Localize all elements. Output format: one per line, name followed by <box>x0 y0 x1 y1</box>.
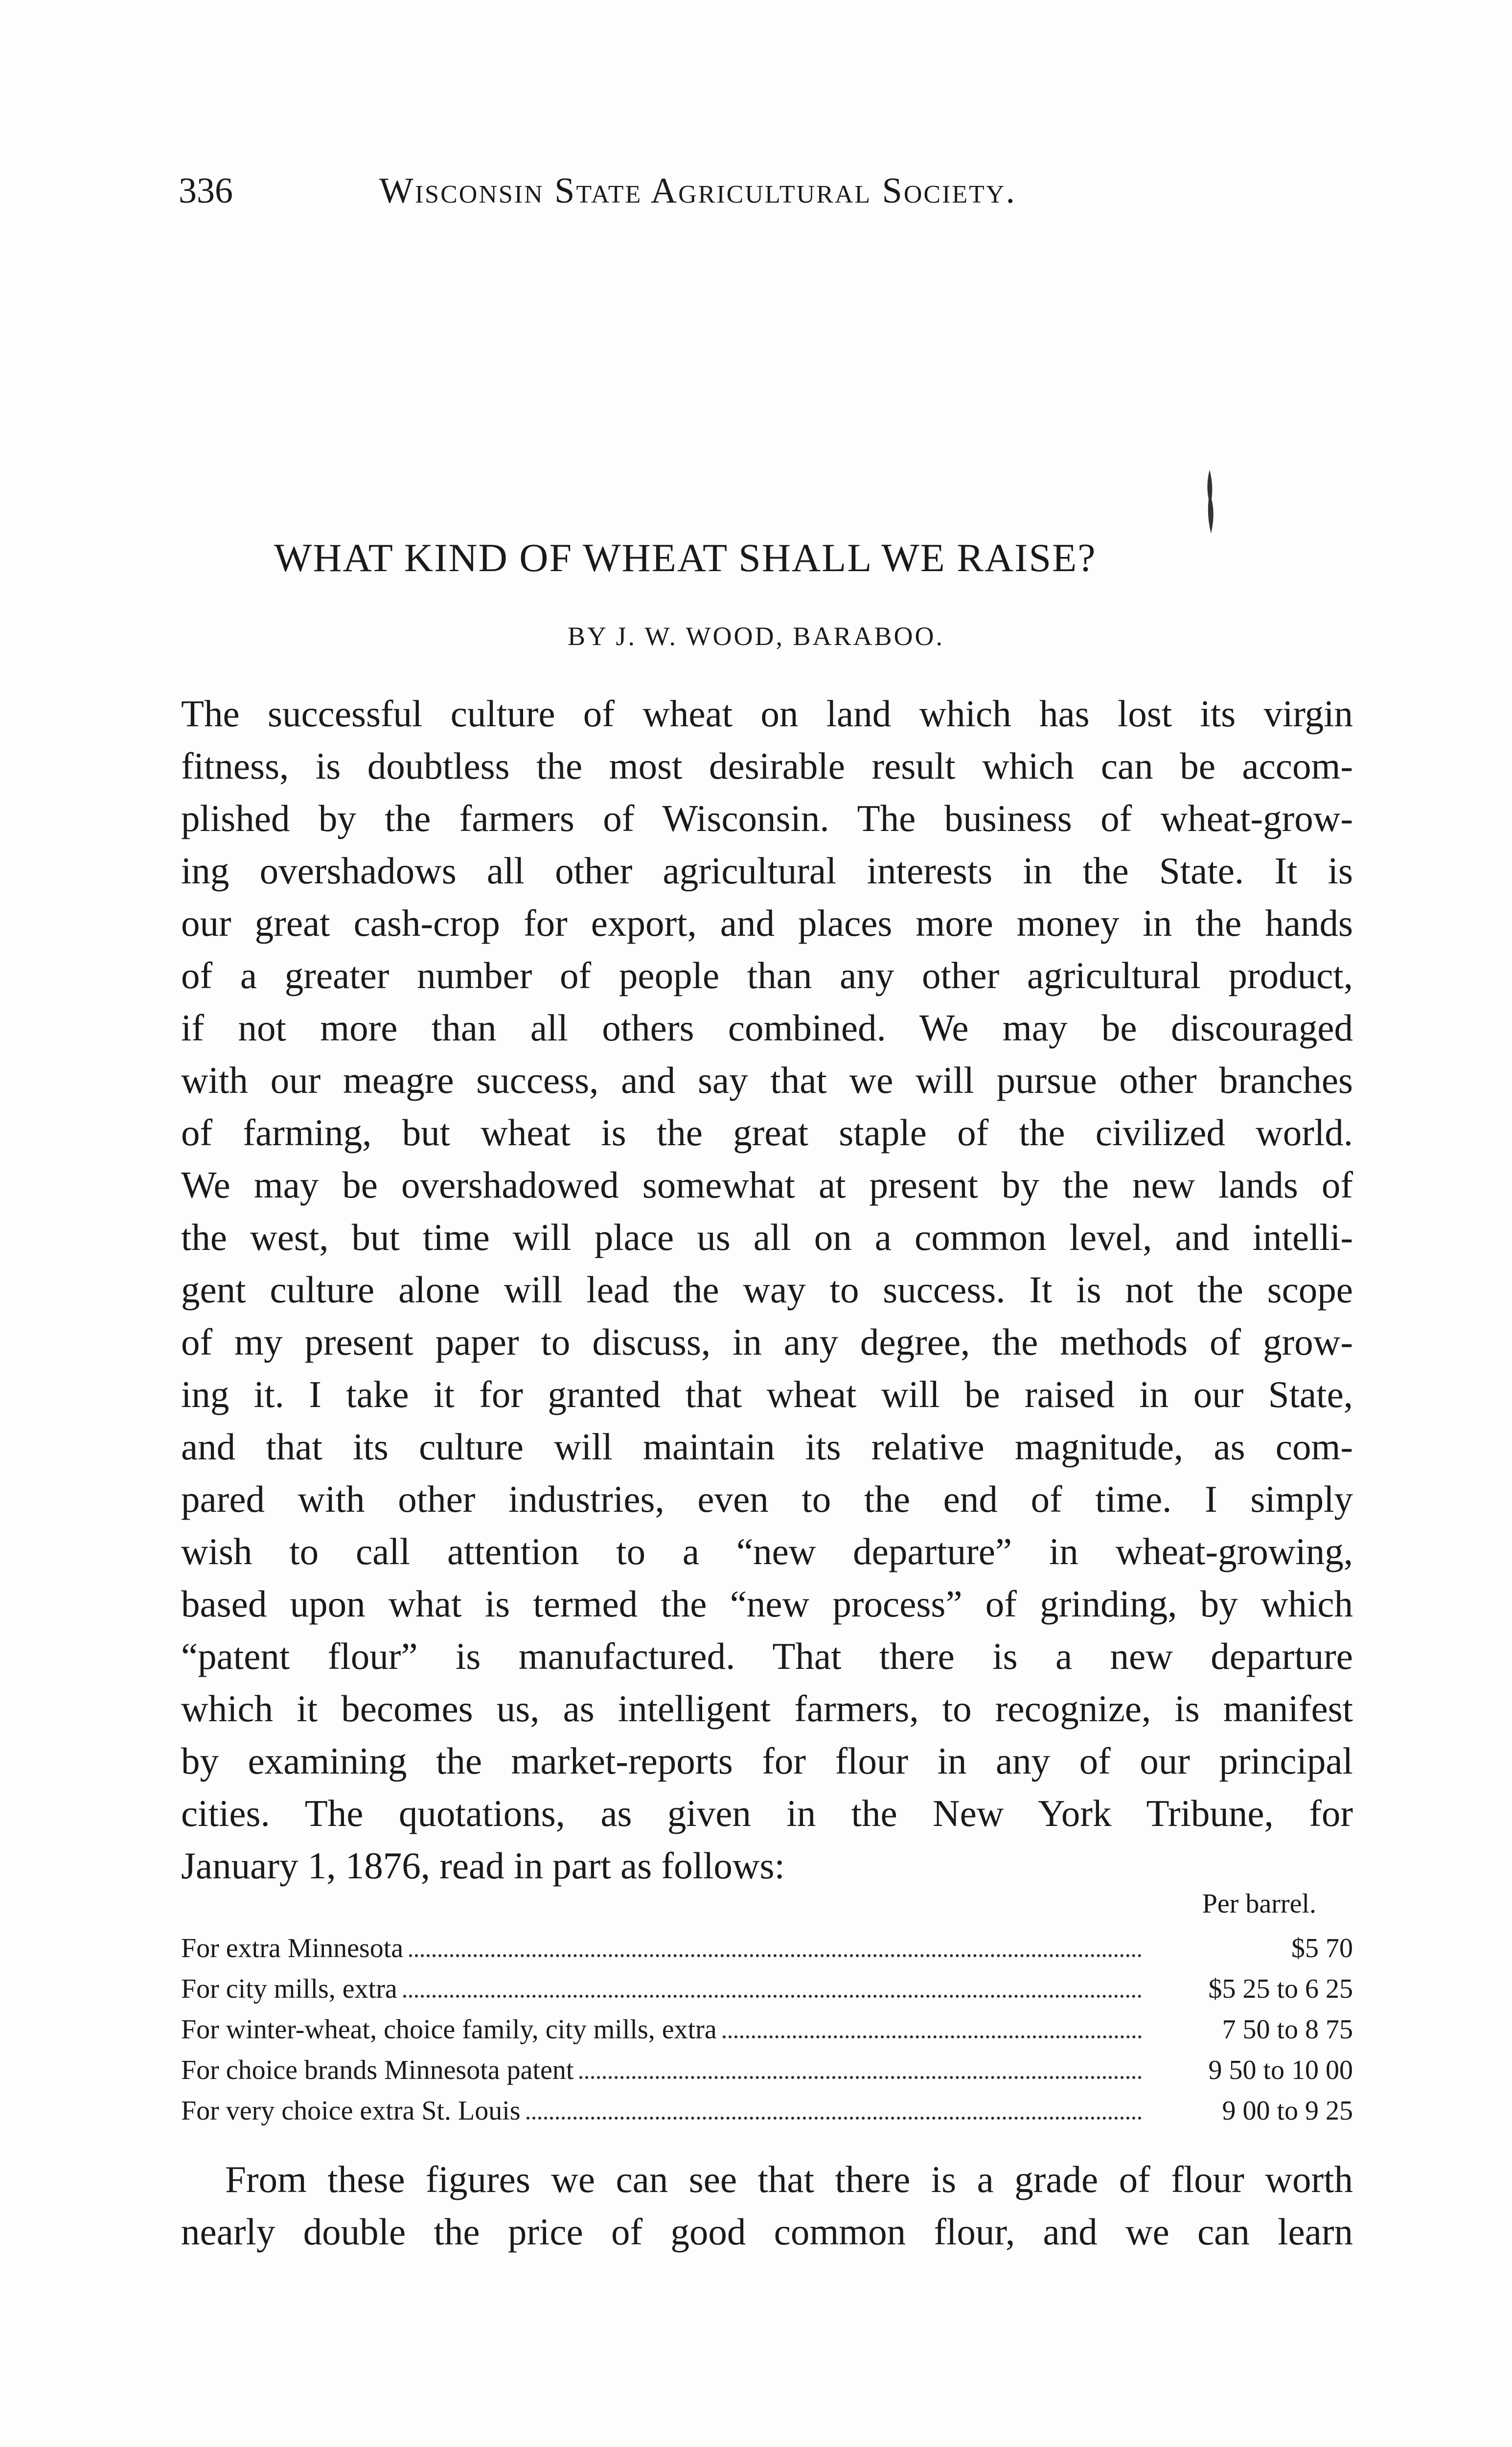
dot-leader <box>579 2076 1142 2079</box>
body-line: cities. The quotations, as given in the New York Tribune, for <box>181 1792 1353 1834</box>
body-line: which it becomes us, as intelligent farmers, to recognize, is manifest <box>181 1687 1353 1730</box>
body-line: of a greater number of people than any other agricultural product, <box>181 954 1353 996</box>
table-rows <box>181 1928 1353 2131</box>
running-head <box>179 162 1353 220</box>
dot-leader <box>403 1995 1142 1998</box>
table-row <box>181 1928 1353 1969</box>
body-line: ing it. I take it for granted that wheat will be raised in our State, <box>181 1373 1353 1415</box>
row-price: 7 50 to 8 75 <box>1222 2014 1353 2045</box>
article-body <box>181 688 1353 1892</box>
row-price: 9 00 to 9 25 <box>1222 2096 1353 2126</box>
row-label: For very choice extra St. Louis <box>181 2096 521 2126</box>
body-line: the west, but time will place us all on a common level, and intelli- <box>181 1216 1353 1258</box>
row-price: 9 50 to 10 00 <box>1208 2055 1353 2085</box>
body-line: and that its culture will maintain its relative magnitude, as com- <box>181 1426 1353 1468</box>
table-row <box>181 1969 1353 2009</box>
body-line: wish to call attention to a “new departure” in wheat-growing, <box>181 1530 1353 1572</box>
body-line: of my present paper to discuss, in any degree, the methods of grow- <box>181 1321 1353 1363</box>
row-label: For winter-wheat, choice family, city mills, extra <box>181 2014 717 2045</box>
body-line: We may be overshadowed somewhat at present by the new lands of <box>181 1164 1353 1206</box>
closing-paragraph <box>181 2153 1353 2258</box>
row-price: $5 70 <box>1291 1933 1353 1963</box>
dot-leader <box>409 1954 1142 1957</box>
body-line: “patent flour” is manufactured. That there is a new departure <box>181 1635 1353 1677</box>
body-line: January 1, 1876, read in part as follows: <box>181 1845 785 1887</box>
article-byline: BY J. W. WOOD, BARABOO. <box>567 622 945 651</box>
body-line: if not more than all others combined. We may be discouraged <box>181 1007 1353 1049</box>
journal-title: Wisconsin State Agricultural Society. <box>379 171 1016 211</box>
dot-leader <box>723 2035 1142 2038</box>
row-label: For extra Minnesota <box>181 1933 404 1963</box>
body-line: our great cash-crop for export, and places more money in the hands <box>181 902 1353 944</box>
body-line: nearly double the price of good common flour, and we can learn <box>181 2211 1353 2253</box>
table-row <box>181 2009 1353 2050</box>
body-line: From these figures we can see that there is a grade of flour worth <box>225 2158 1353 2200</box>
ink-blot-mark <box>1205 470 1217 533</box>
dot-leader <box>527 2117 1142 2120</box>
body-line: pared with other industries, even to the end of time. I simply <box>181 1478 1353 1520</box>
row-price: $5 25 to 6 25 <box>1208 1974 1353 2004</box>
body-line: with our meagre success, and say that we will pursue other branches <box>181 1059 1353 1101</box>
body-line: by examining the market-reports for flour in any of our principal <box>181 1740 1353 1782</box>
body-line: ing overshadows all other agricultural interests in the State. It is <box>181 850 1353 892</box>
row-label: For city mills, extra <box>181 1974 397 2004</box>
body-line: fitness, is doubtless the most desirable result which can be accom- <box>181 745 1353 787</box>
body-line: of farming, but wheat is the great staple of the civilized world. <box>181 1111 1353 1154</box>
body-line: plished by the farmers of Wisconsin. The business of wheat-grow- <box>181 797 1353 839</box>
body-line: gent culture alone will lead the way to success. It is not the scope <box>181 1269 1353 1311</box>
table-column-header: Per barrel. <box>1202 1889 1316 1919</box>
table-row <box>181 2091 1353 2131</box>
article-title: WHAT KIND OF WHEAT SHALL WE RAISE? <box>274 535 1097 580</box>
body-line: The successful culture of wheat on land which has lost its virgin <box>181 693 1353 735</box>
body-line: based upon what is termed the “new process” of grinding, by which <box>181 1583 1353 1625</box>
table-row <box>181 2050 1353 2091</box>
page-number: 336 <box>179 171 233 211</box>
row-label: For choice brands Minnesota patent <box>181 2055 574 2085</box>
